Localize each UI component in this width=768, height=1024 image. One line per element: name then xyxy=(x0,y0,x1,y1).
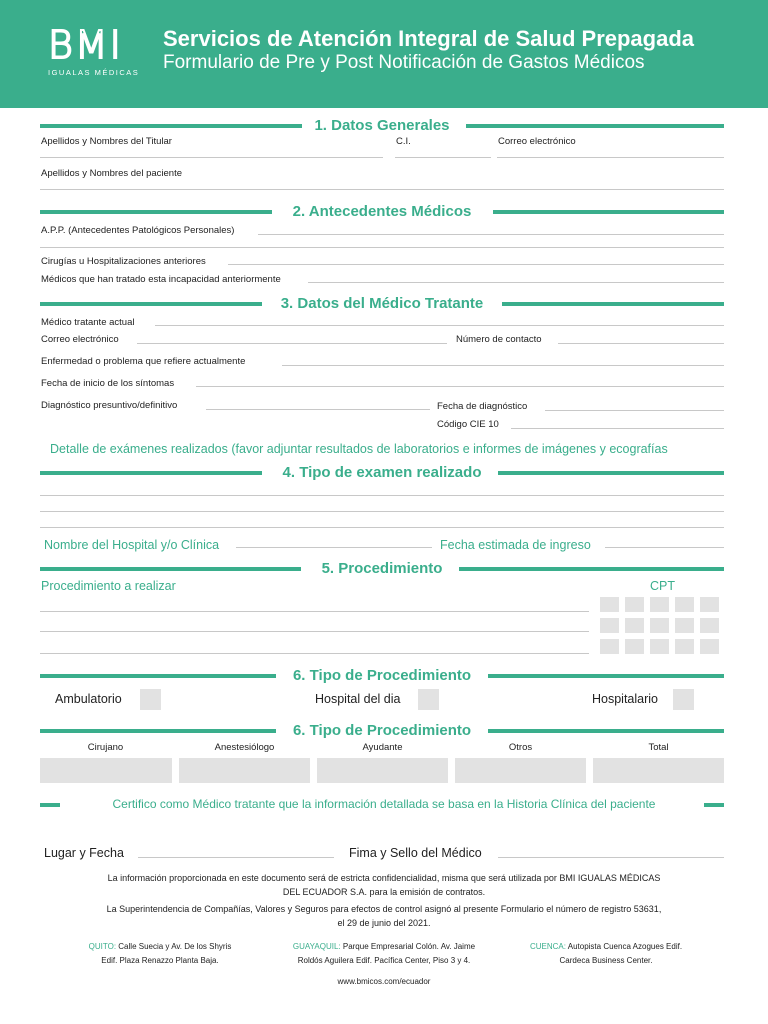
field-anestesiologo[interactable] xyxy=(179,758,310,783)
label-ayudante: Ayudante xyxy=(362,742,403,753)
checkbox-hospitalario[interactable] xyxy=(673,689,694,710)
section-title: 1. Datos Generales xyxy=(314,117,450,134)
cpt-cell[interactable] xyxy=(600,597,619,612)
checkbox-hospital-dia[interactable] xyxy=(418,689,439,710)
section-title: 6. Tipo de Procedimiento xyxy=(292,667,472,684)
label-firma-sello: Fima y Sello del Médico xyxy=(349,846,482,860)
label-hospital: Nombre del Hospital y/o Clínica xyxy=(44,538,220,552)
field-ci[interactable] xyxy=(395,157,491,158)
city-name: QUITO: xyxy=(88,942,117,951)
field-cirugias[interactable] xyxy=(228,264,724,265)
cpt-cell[interactable] xyxy=(700,597,719,612)
cpt-cell[interactable] xyxy=(650,597,669,612)
label-fecha-diagnostico: Fecha de diagnóstico xyxy=(437,401,528,412)
city-name: GUAYAQUIL: xyxy=(292,942,341,951)
field-fecha-diagnostico[interactable] xyxy=(545,410,724,411)
label-enfermedad: Enfermedad o problema que refiere actualmente xyxy=(41,356,246,367)
footer-line-2: DEL ECUADOR S.A. para la emisión de contratos. xyxy=(282,887,486,897)
certification-text: Certifico como Médico tratante que la información detallada se basa en la Historia Clínica del paciente xyxy=(112,797,656,811)
field-diagnostico[interactable] xyxy=(206,409,430,410)
cpt-cell[interactable] xyxy=(650,639,669,654)
field-examen-1[interactable] xyxy=(40,495,724,496)
field-cirujano[interactable] xyxy=(40,758,172,783)
cpt-cell[interactable] xyxy=(675,597,694,612)
label-cie10: Código CIE 10 xyxy=(437,419,499,430)
field-ayudante[interactable] xyxy=(317,758,448,783)
field-app-2[interactable] xyxy=(40,247,724,248)
field-fecha-ingreso[interactable] xyxy=(605,547,724,548)
field-paciente[interactable] xyxy=(40,189,724,190)
cpt-cell[interactable] xyxy=(700,639,719,654)
label-app: A.P.P. (Antecedentes Patológicos Personales) xyxy=(41,225,235,236)
field-otros[interactable] xyxy=(455,758,586,783)
address-guayaquil xyxy=(278,940,490,968)
address-line: Edif. Plaza Renazzo Planta Baja. xyxy=(101,956,219,965)
section-title: 4. Tipo de examen realizado xyxy=(282,464,482,481)
label-otros: Otros xyxy=(508,742,533,753)
field-contacto[interactable] xyxy=(558,343,724,344)
field-cie10[interactable] xyxy=(511,428,724,429)
section-title: 2. Antecedentes Médicos xyxy=(292,203,472,220)
address-line: Calle Suecia y Av. De los Shyris xyxy=(118,942,232,951)
section-6a-header xyxy=(40,666,724,686)
section-5-header xyxy=(40,559,724,579)
cert-bar-right xyxy=(704,803,724,807)
header-banner xyxy=(0,0,768,108)
cpt-cell[interactable] xyxy=(625,618,644,633)
label-email: Correo electrónico xyxy=(498,136,576,147)
field-fecha-inicio[interactable] xyxy=(196,386,724,387)
section-title: 5. Procedimiento xyxy=(321,560,443,577)
address-line: Roldós Aguilera Edif. Pacífica Center, Piso 3 y 4. xyxy=(297,956,471,965)
field-total[interactable] xyxy=(593,758,724,783)
logo-mark: BMI xyxy=(48,23,123,67)
cpt-cell[interactable] xyxy=(675,618,694,633)
footer-line-4: el 29 de junio del 2021. xyxy=(337,918,431,928)
label-diagnostico: Diagnóstico presuntivo/definitivo xyxy=(41,400,178,411)
address-line: Cardeca Business Center. xyxy=(559,956,653,965)
label-titular: Apellidos y Nombres del Titular xyxy=(41,136,172,147)
field-medico-email[interactable] xyxy=(137,343,447,344)
section-6b-header xyxy=(40,721,724,741)
bmi-logo xyxy=(48,23,148,77)
label-paciente: Apellidos y Nombres del paciente xyxy=(41,168,182,179)
field-email[interactable] xyxy=(497,157,724,158)
field-examen-3[interactable] xyxy=(40,527,724,528)
label-fecha-inicio: Fecha de inicio de los síntomas xyxy=(41,378,175,389)
label-cpt: CPT xyxy=(650,579,675,593)
label-total: Total xyxy=(648,742,669,753)
footer-line-1: La información proporcionada en este documento será de estricta confidencialidad, misma que será utilizada por BMI IGUALAS MÉDICAS xyxy=(107,873,661,883)
cpt-cell[interactable] xyxy=(600,639,619,654)
label-fecha-ingreso: Fecha estimada de ingreso xyxy=(440,538,591,552)
label-hospitalario: Hospitalario xyxy=(592,692,659,706)
checkbox-ambulatorio[interactable] xyxy=(140,689,161,710)
label-ci: C.I. xyxy=(396,136,411,147)
label-contacto: Número de contacto xyxy=(456,334,542,345)
website-link[interactable]: www.bmicos.com/ecuador xyxy=(337,977,431,986)
cpt-cell[interactable] xyxy=(650,618,669,633)
label-procedimiento: Procedimiento a realizar xyxy=(41,579,176,593)
field-lugar-fecha[interactable] xyxy=(138,857,334,858)
address-quito xyxy=(64,940,256,968)
cpt-cell[interactable] xyxy=(625,597,644,612)
label-medicos-previos: Médicos que han tratado esta incapacidad anteriormente xyxy=(41,274,281,285)
field-procedimiento-1[interactable] xyxy=(40,611,589,612)
label-hospital-dia: Hospital del dia xyxy=(315,692,401,706)
city-name: CUENCA: xyxy=(529,942,566,951)
field-titular[interactable] xyxy=(40,157,383,158)
field-procedimiento-2[interactable] xyxy=(40,631,589,632)
section-title: 3. Datos del Médico Tratante xyxy=(280,295,484,312)
label-cirujano: Cirujano xyxy=(87,742,124,753)
cpt-cell[interactable] xyxy=(700,618,719,633)
label-medico-actual: Médico tratante actual xyxy=(41,317,135,328)
label-ambulatorio: Ambulatorio xyxy=(55,692,122,706)
field-hospital[interactable] xyxy=(236,547,432,548)
field-app[interactable] xyxy=(258,234,724,235)
field-examen-2[interactable] xyxy=(40,511,724,512)
section-1-header xyxy=(40,116,724,136)
cpt-cell[interactable] xyxy=(625,639,644,654)
address-line: Parque Empresarial Colón. Av. Jaime xyxy=(342,942,476,951)
cpt-cell[interactable] xyxy=(600,618,619,633)
label-lugar-fecha: Lugar y Fecha xyxy=(44,846,124,860)
address-line: Autopista Cuenca Azogues Edif. xyxy=(567,942,683,951)
label-medico-email: Correo electrónico xyxy=(41,334,119,345)
label-detalle-examenes: Detalle de exámenes realizados (favor adjuntar resultados de laboratorios e informes de imágenes y ecografías xyxy=(50,442,668,456)
form-title: Servicios de Atención Integral de Salud Prepagada xyxy=(163,26,695,51)
footer-line-3: La Superintendencia de Compañías, Valores y Seguros para efectos de control asignó al presente Formulario el número de registro 53631, xyxy=(106,904,662,914)
form-subtitle: Formulario de Pre y Post Notificación de Gastos Médicos xyxy=(163,52,645,73)
label-cirugias: Cirugías u Hospitalizaciones anteriores xyxy=(41,256,206,267)
section-title: 6. Tipo de Procedimiento xyxy=(292,722,472,739)
cpt-cell[interactable] xyxy=(675,639,694,654)
field-medicos-previos[interactable] xyxy=(308,282,724,283)
field-procedimiento-3[interactable] xyxy=(40,653,589,654)
field-medico-actual[interactable] xyxy=(155,325,724,326)
field-firma-sello[interactable] xyxy=(498,857,724,858)
section-2-header xyxy=(40,202,724,222)
section-3-header xyxy=(40,294,724,314)
address-cuenca xyxy=(508,940,704,968)
logo-subtitle: IGUALAS MÉDICAS xyxy=(48,68,140,77)
section-4-header xyxy=(40,463,724,483)
label-anestesiologo: Anestesiólogo xyxy=(214,742,275,753)
field-enfermedad[interactable] xyxy=(282,365,724,366)
